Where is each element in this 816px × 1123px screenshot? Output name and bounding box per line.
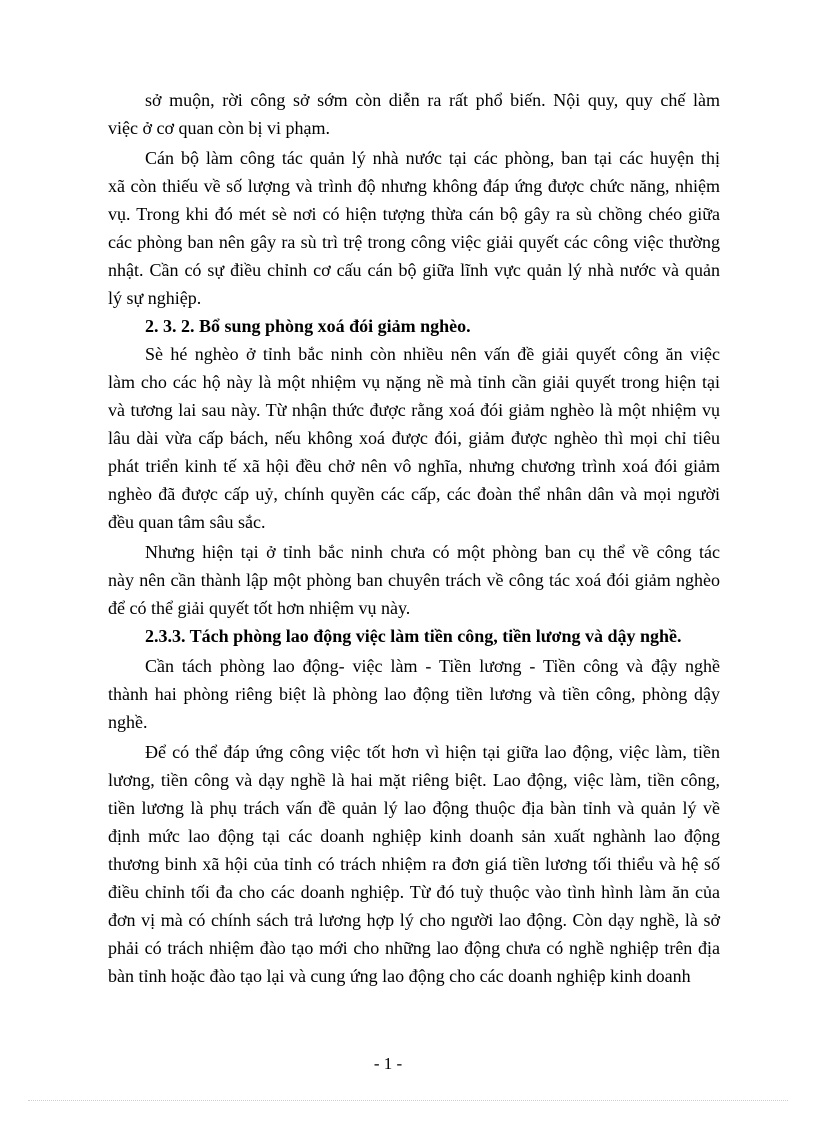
text-line: tiền lương là phụ trách vấn đề quản lý lao động thuộc địa bàn tỉnh và quản lý về [108, 798, 720, 818]
section-heading: 2.3.3. Tách phòng lao động việc làm tiền công, tiền lương và dậy nghề. [145, 626, 682, 646]
text-line: này nên cần thành lập một phòng ban chuyên trách về công tác xoá đói giảm nghèo [108, 570, 720, 590]
text-line: lý sự nghiệp. [108, 288, 202, 308]
text-line: thành hai phòng riêng biệt là phòng lao động tiền lương và tiền công, phòng dậy [108, 684, 720, 704]
text-line: bàn tỉnh hoặc đào tạo lại và cung ứng lao động cho các doanh nghiệp kinh doanh [108, 966, 691, 986]
text-line: phát triển kinh tế xã hội đều chở nên vô nghĩa, nhưng chương trình xoá đói giảm [108, 456, 720, 476]
text-line: Sè hé nghèo ở tỉnh bắc ninh còn nhiều nên vấn đề giải quyết công ăn việc [145, 344, 720, 364]
text-line: Để có thể đáp ứng công việc tốt hơn vì hiện tại giữa lao động, việc làm, tiền [145, 742, 720, 762]
text-line: thương binh xã hội của tỉnh có trách nhiệm ra đơn giá tiền lương tối thiểu và hệ số [108, 854, 720, 874]
text-line: lâu dài vừa cấp bách, nếu không xoá được đói, giảm được nghèo thì mọi chỉ tiêu [108, 428, 720, 448]
text-line: Cán bộ làm công tác quản lý nhà nước tại các phòng, ban tại các huyện thị [145, 148, 720, 168]
text-line: xã còn thiếu về số lượng và trình độ nhưng không đáp ứng được chức năng, nhiệm [108, 176, 720, 196]
text-line: đơn vị mà có chính sách trả lương hợp lý cho người lao động. Còn dạy nghề, là sở [108, 910, 720, 930]
text-line: Cần tách phòng lao động- việc làm - Tiền lương - Tiền công và đậy nghề [145, 656, 720, 676]
text-line: lương, tiền công và dạy nghề là hai mặt riêng biệt. Lao động, việc làm, tiền công, [108, 770, 720, 790]
text-line: Nhưng hiện tại ở tỉnh bắc ninh chưa có một phòng ban cụ thể về công tác [145, 542, 720, 562]
text-line: các phòng ban nên gây ra sù trì trệ trong công việc giải quyết các công việc thường [108, 232, 720, 252]
text-line: nhật. Cần có sự điều chỉnh cơ cấu cán bộ giữa lĩnh vực quản lý nhà nước và quản [108, 260, 720, 280]
text-line: điều chỉnh tối đa cho các doanh nghiệp. Từ đó tuỳ thuộc vào tình hình làm ăn của [108, 882, 720, 902]
text-line: nghèo đã được cấp uỷ, chính quyền các cấp, các đoàn thể nhân dân và mọi người [108, 484, 720, 504]
text-line: để có thể giải quyết tốt hơn nhiệm vụ này. [108, 598, 411, 618]
text-line: đều quan tâm sâu sắc. [108, 512, 266, 532]
text-line: nghề. [108, 712, 148, 732]
text-line: định mức lao động tại các doanh nghiệp kinh doanh sản xuất nghành lao động [108, 826, 720, 846]
text-line: làm cho các hộ này là một nhiệm vụ nặng nề mà tỉnh cần giải quyết trong hiện tại [108, 372, 720, 392]
text-line: việc ở cơ quan còn bị vi phạm. [108, 118, 330, 138]
section-heading: 2. 3. 2. Bổ sung phòng xoá đói giảm nghèo. [145, 316, 471, 336]
page-bottom-divider [28, 1100, 788, 1101]
text-line: phải có trách nhiệm đào tạo mới cho những lao động chưa có nghề nghiệp trên địa [108, 938, 720, 958]
page-number: - 1 - [373, 1054, 403, 1073]
text-line: và tương lai sau này. Từ nhận thức được rằng xoá đói giảm nghèo là một nhiệm vụ [108, 400, 720, 420]
text-line: sở muộn, rời công sở sớm còn diễn ra rất phổ biến. Nội quy, quy chế làm [145, 90, 720, 110]
text-line: vụ. Trong khi đó mét sè nơi có hiện tượng thừa cán bộ gây ra sù chồng chéo giữa [108, 204, 720, 224]
